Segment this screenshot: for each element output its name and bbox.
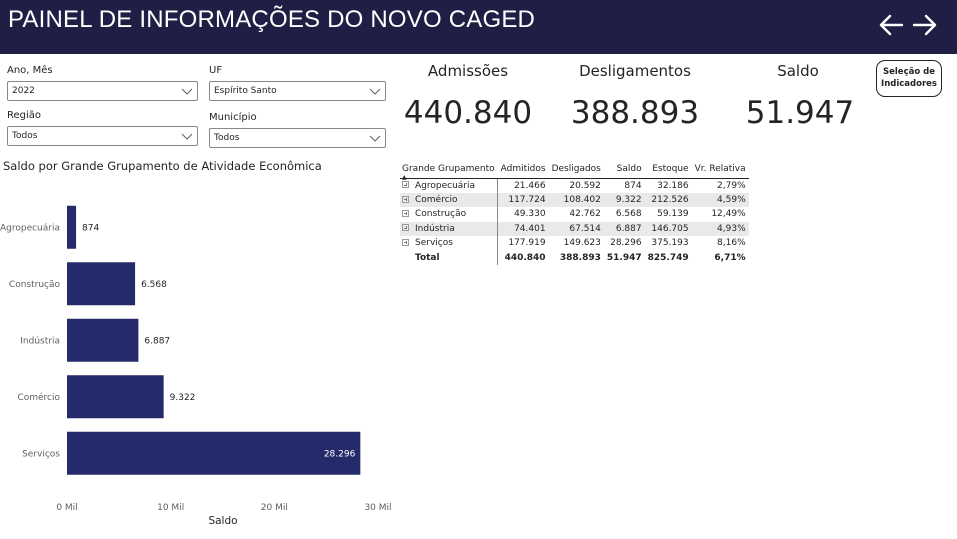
bar-value-label: 6.568	[141, 279, 167, 290]
row-label-text: Construção	[415, 209, 467, 220]
matrix-header-2[interactable]: Desligados	[549, 162, 604, 179]
kpi-desligamentos-label: Desligamentos	[579, 62, 691, 80]
table-cell: 874	[624, 180, 642, 191]
table-cell: 177.919	[508, 238, 546, 249]
row-label	[400, 179, 498, 193]
row-label-text: Indústria	[415, 223, 455, 234]
table-cell: 8,16%	[717, 238, 746, 249]
matrix-header-0[interactable]: Grande Grupamento ▲	[400, 162, 498, 179]
table-cell: 4,93%	[692, 222, 749, 236]
total-cell: 51.947	[606, 252, 642, 263]
row-label	[400, 207, 498, 221]
table-cell: 212.526	[645, 193, 692, 207]
total-cell: 440.840	[504, 252, 546, 263]
table-cell: 149.623	[563, 238, 601, 249]
kpi-desligamentos-value: 388.893	[570, 95, 700, 131]
matrix-header-row	[400, 162, 749, 179]
filter-ano-mes-value: 2022	[12, 86, 35, 96]
bar-value-label: 28.296	[323, 449, 356, 460]
kpi-admissoes-value: 440.840	[403, 95, 533, 131]
forward-button[interactable]	[908, 8, 940, 42]
bar-value-label: 874	[82, 223, 100, 234]
matrix-header-4[interactable]: Estoque	[645, 162, 692, 179]
total-cell: 6,71%	[714, 252, 746, 263]
matrix-table	[400, 162, 749, 265]
filter-regiao-value: Todos	[12, 131, 38, 141]
x-tick-label: 0 Mil	[56, 503, 78, 513]
expand-icon[interactable]	[402, 224, 409, 231]
kpi-saldo-value: 51.947	[745, 95, 855, 131]
bar[interactable]	[67, 432, 360, 475]
row-label-text: Agropecuária	[415, 180, 476, 191]
bar-value-label: 6.887	[144, 336, 171, 347]
row-label	[400, 193, 498, 207]
table-cell: 42.762	[569, 209, 601, 220]
selecao-indicadores-button[interactable]	[876, 60, 942, 97]
matrix-header-3[interactable]: Saldo	[604, 162, 645, 179]
table-cell: 108.402	[549, 193, 604, 207]
bar-chart	[0, 0, 400, 539]
table-cell: 375.193	[651, 238, 689, 249]
table-cell: 9.322	[604, 193, 645, 207]
bar[interactable]	[67, 375, 164, 418]
row-label-text: Serviços	[415, 238, 453, 249]
bar[interactable]	[67, 319, 138, 362]
filter-regiao-label: Região	[7, 110, 42, 121]
selecao-indicadores-line2: Indicadores	[881, 79, 937, 89]
table-cell: 117.724	[498, 193, 549, 207]
table-cell: 74.401	[498, 222, 549, 236]
row-label	[400, 222, 498, 236]
table-cell: 49.330	[514, 209, 546, 220]
expand-icon[interactable]	[402, 210, 409, 217]
category-label: Agropecuária	[0, 223, 60, 234]
bar[interactable]	[67, 262, 135, 305]
expand-icon[interactable]	[402, 239, 409, 246]
kpi-admissoes-label: Admissões	[427, 62, 509, 80]
category-label: Construção	[8, 279, 60, 290]
total-cell: 825.749	[647, 252, 689, 263]
page-title: PAINEL DE INFORMAÇÕES DO NOVO CAGED	[8, 6, 536, 33]
total-row	[400, 250, 749, 264]
row-label-text: Comércio	[415, 195, 458, 206]
table-cell: 6.887	[604, 222, 645, 236]
back-button[interactable]	[876, 8, 908, 42]
x-tick-label: 20 Mil	[260, 503, 288, 513]
table-cell: 28.296	[610, 238, 642, 249]
total-cell: 388.893	[559, 252, 601, 263]
table-cell: 20.592	[569, 180, 601, 191]
sort-ascending-icon: ▲	[402, 174, 407, 181]
expand-icon[interactable]	[402, 196, 409, 203]
selecao-indicadores-line1: Seleção de	[883, 67, 935, 77]
row-label	[400, 236, 498, 250]
table-row	[400, 179, 749, 193]
category-label: Serviços	[22, 449, 60, 460]
table-row	[400, 207, 749, 221]
table-cell: 2,79%	[717, 180, 746, 191]
arrow-left-icon	[876, 8, 908, 42]
filter-uf-value: Espírito Santo	[214, 86, 277, 96]
table-cell: 146.705	[645, 222, 692, 236]
matrix-header-1[interactable]: Admitidos	[498, 162, 549, 179]
table-cell: 59.139	[657, 209, 689, 220]
bar-value-label: 9.322	[169, 392, 196, 403]
bar[interactable]	[67, 206, 76, 249]
category-label: Comércio	[17, 392, 60, 403]
filter-municipio-label: Município	[209, 112, 257, 123]
table-cell: 6.568	[615, 209, 642, 220]
x-tick-label: 30 Mil	[364, 503, 392, 513]
arrow-right-icon	[908, 8, 940, 42]
table-row	[400, 222, 749, 236]
table-cell: 67.514	[549, 222, 604, 236]
matrix-header-5[interactable]: Vr. Relativa	[692, 162, 749, 179]
filter-municipio-value: Todos	[214, 133, 240, 143]
chart-title: Saldo por Grande Grupamento de Atividade Econômica	[3, 159, 322, 173]
x-axis-title: Saldo	[208, 515, 238, 527]
table-cell: 12,49%	[711, 209, 746, 220]
expand-icon[interactable]	[402, 181, 409, 188]
table-cell: 4,59%	[692, 193, 749, 207]
x-tick-label: 10 Mil	[157, 503, 185, 513]
filter-uf-label: UF	[209, 65, 223, 76]
filter-ano-mes-label: Ano, Mês	[7, 65, 53, 76]
table-row	[400, 236, 749, 250]
total-label: Total	[400, 250, 498, 264]
table-cell: 32.186	[657, 180, 689, 191]
table-cell: 21.466	[514, 180, 546, 191]
table-row	[400, 193, 749, 207]
category-label: Indústria	[20, 336, 60, 347]
kpi-saldo-label: Saldo	[777, 62, 819, 80]
